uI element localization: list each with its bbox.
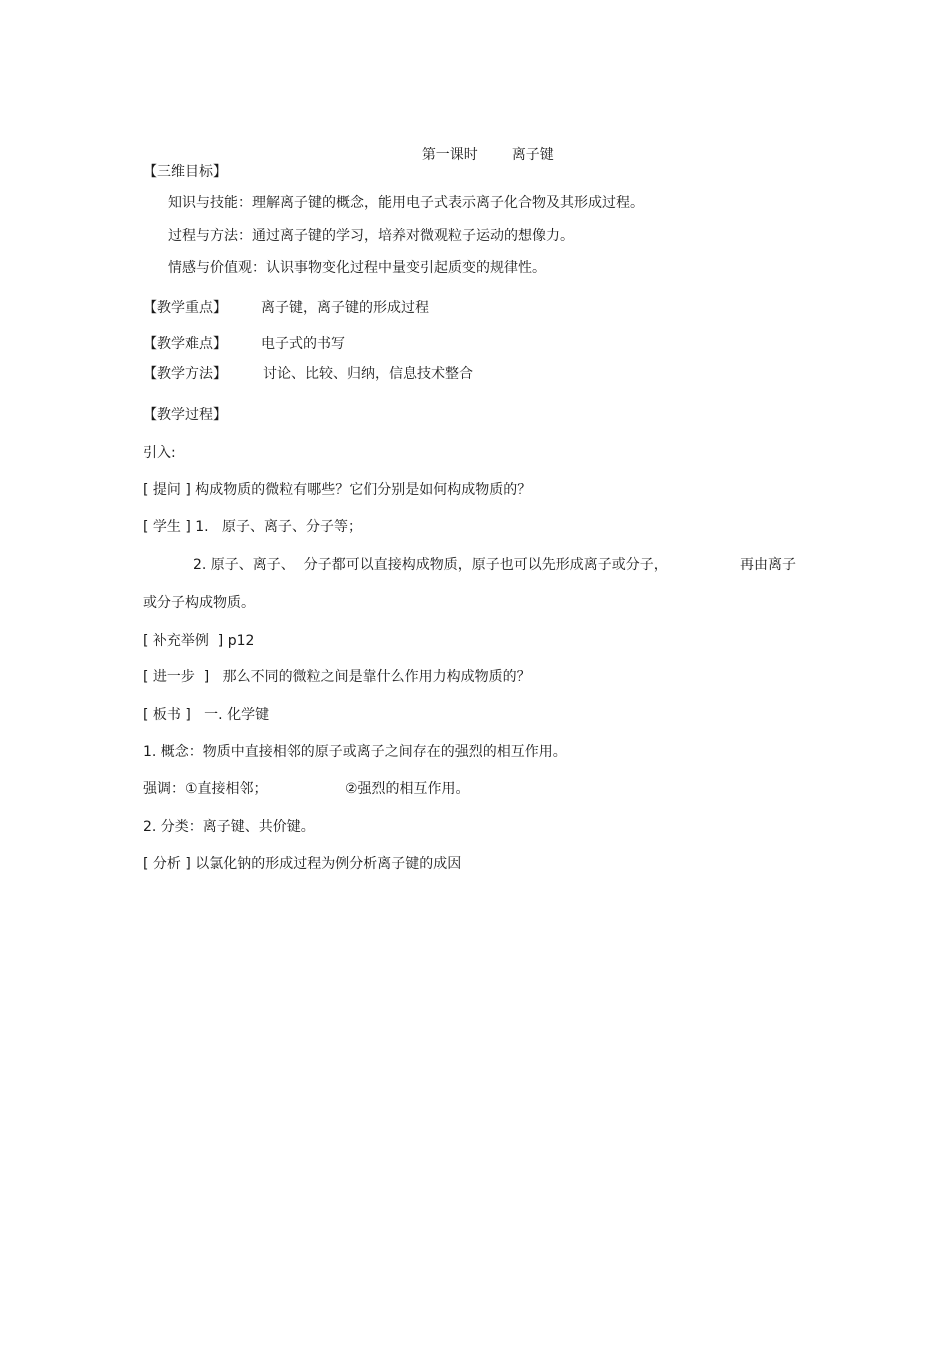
difficulties-value: 电子式的书写: [261, 336, 345, 352]
objective-process: 过程与方法：通过离子键的学习，培养对微观粒子运动的想像力。: [168, 228, 574, 244]
emphasis-label: 强调：①直接相邻；: [143, 781, 268, 797]
student-answer-2c: 或分子构成物质。: [143, 595, 255, 611]
emphasis-second: ②强烈的相互作用。: [345, 781, 470, 797]
process-heading: 【教学过程】: [143, 407, 227, 423]
student-answer-2b: 再由离子: [740, 557, 796, 573]
methods-label: 【教学方法】: [143, 366, 227, 382]
student-answer-2a: 2. 原子、离子、 分子都可以直接构成物质，原子也可以先形成离子或分子，: [193, 557, 668, 573]
supplement-text: [ 补充举例 ] p12: [143, 633, 255, 649]
objective-emotion: 情感与价值观：认识事物变化过程中量变引起质变的规律性。: [168, 260, 546, 276]
key-points-label: 【教学重点】: [143, 300, 227, 316]
methods-value: 讨论、比较、归纳，信息技术整合: [263, 366, 473, 382]
concept-text: 1. 概念：物质中直接相邻的原子或离子之间存在的强烈的相互作用。: [143, 744, 567, 760]
difficulties-label: 【教学难点】: [143, 336, 227, 352]
objective-knowledge: 知识与技能：理解离子键的概念，能用电子式表示离子化合物及其形成过程。: [168, 195, 644, 211]
lesson-title-part2: 离子键: [511, 147, 554, 163]
objectives-heading: 【三维目标】: [143, 164, 227, 180]
further-text: [ 进一步 ] 那么不同的微粒之间是靠什么作用力构成物质的？: [143, 669, 531, 685]
question-text: [ 提问 ] 构成物质的微粒有哪些？它们分别是如何构成物质的？: [143, 482, 532, 498]
intro-text: 引入:: [143, 445, 176, 461]
board-text: [ 板书 ] 一. 化学键: [143, 707, 270, 723]
analysis-text: [ 分析 ] 以氯化钠的形成过程为例分析离子键的成因: [143, 856, 462, 872]
lesson-title: [404, 125, 554, 163]
classification-text: 2. 分类：离子键、共价键。: [143, 819, 315, 835]
student-answer-1: [ 学生 ] 1. 原子、离子、分子等；: [143, 519, 362, 535]
lesson-title-part1: 第一课时: [421, 147, 478, 163]
key-points-value: 离子键，离子键的形成过程: [261, 300, 429, 316]
